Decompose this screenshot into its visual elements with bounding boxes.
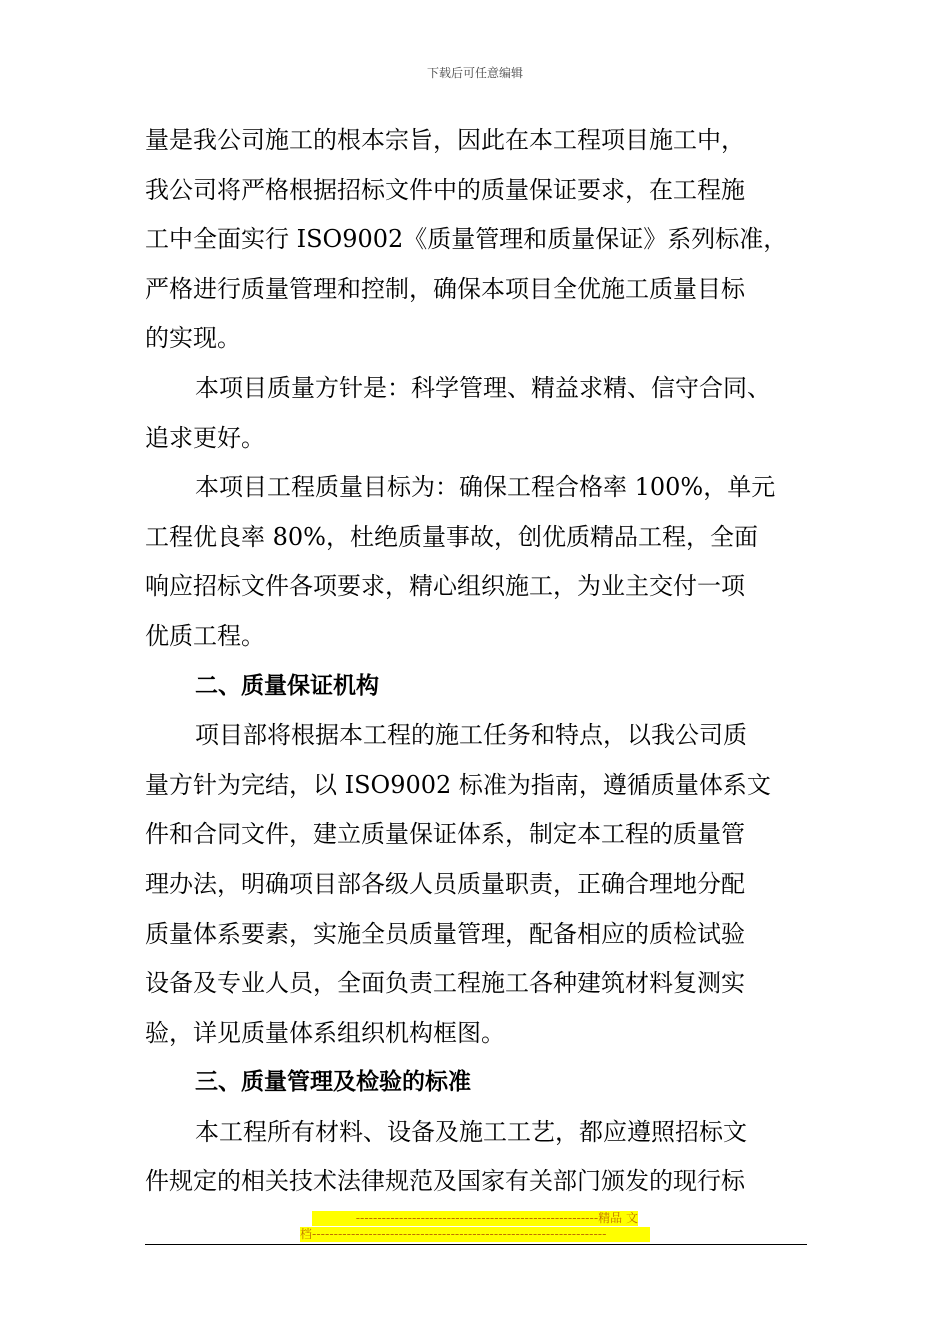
text-line: 追求更好。 [145,423,265,452]
section-heading: 二、质量保证机构 [195,672,379,699]
text-line: 本工程所有材料、设备及施工工艺，都应遵照招标文 [195,1117,747,1146]
text-line: 量是我公司施工的根本宗旨，因此在本工程项目施工中， [145,126,745,154]
text-line: 量方针为完结，以 ISO9002 标准为指南，遵循质量体系文 [145,770,771,799]
text-line: 本项目工程质量目标为：确保工程合格率 100%，单元 [195,473,776,502]
text-line: 件规定的相关技术法律规范及国家有关部门颁发的现行标 [145,1167,745,1196]
section-heading: 三、质量管理及检验的标准 [195,1069,471,1096]
text-line: 验，详见质量体系组织机构框图。 [145,1018,505,1047]
document-body [145,116,810,1207]
footer-divider [145,1244,807,1245]
text-line: 质量体系要素，实施全员质量管理，配备相应的质检试验 [145,919,745,948]
text-line: 项目部将根据本工程的施工任务和特点，以我公司质 [195,721,747,750]
page-header: 下载后可任意编辑 [426,66,523,80]
text-line: 响应招标文件各项要求，精心组织施工，为业主交付一项 [145,572,745,601]
text-line: 严格进行质量管理和控制，确保本项目全优施工质量目标 [145,274,745,303]
text-line: 工程优良率 80%，杜绝质量事故，创优质精品工程，全面 [145,522,758,551]
text-line: 件和合同文件，建立质量保证体系，制定本工程的质量管 [145,820,745,849]
text-line: 设备及专业人员，全面负责工程施工各种建筑材料复测实 [145,969,745,998]
text-line: 工中全面实行 ISO9002《质量管理和质量保证》系列标准， [145,225,788,254]
footer-watermark-line-2: 档-------------------------------------------------------------------- [300,1227,650,1242]
footer-watermark-line-1: --------------------------------------------------------精品 文 [312,1211,638,1226]
text-line: 优质工程。 [145,621,265,650]
text-line: 理办法，明确项目部各级人员质量职责，正确合理地分配 [145,869,745,898]
text-line: 本项目质量方针是：科学管理、精益求精、信守合同、 [195,373,771,402]
text-line: 我公司将严格根据招标文件中的质量保证要求，在工程施 [145,175,745,204]
text-line: 的实现。 [145,324,241,353]
